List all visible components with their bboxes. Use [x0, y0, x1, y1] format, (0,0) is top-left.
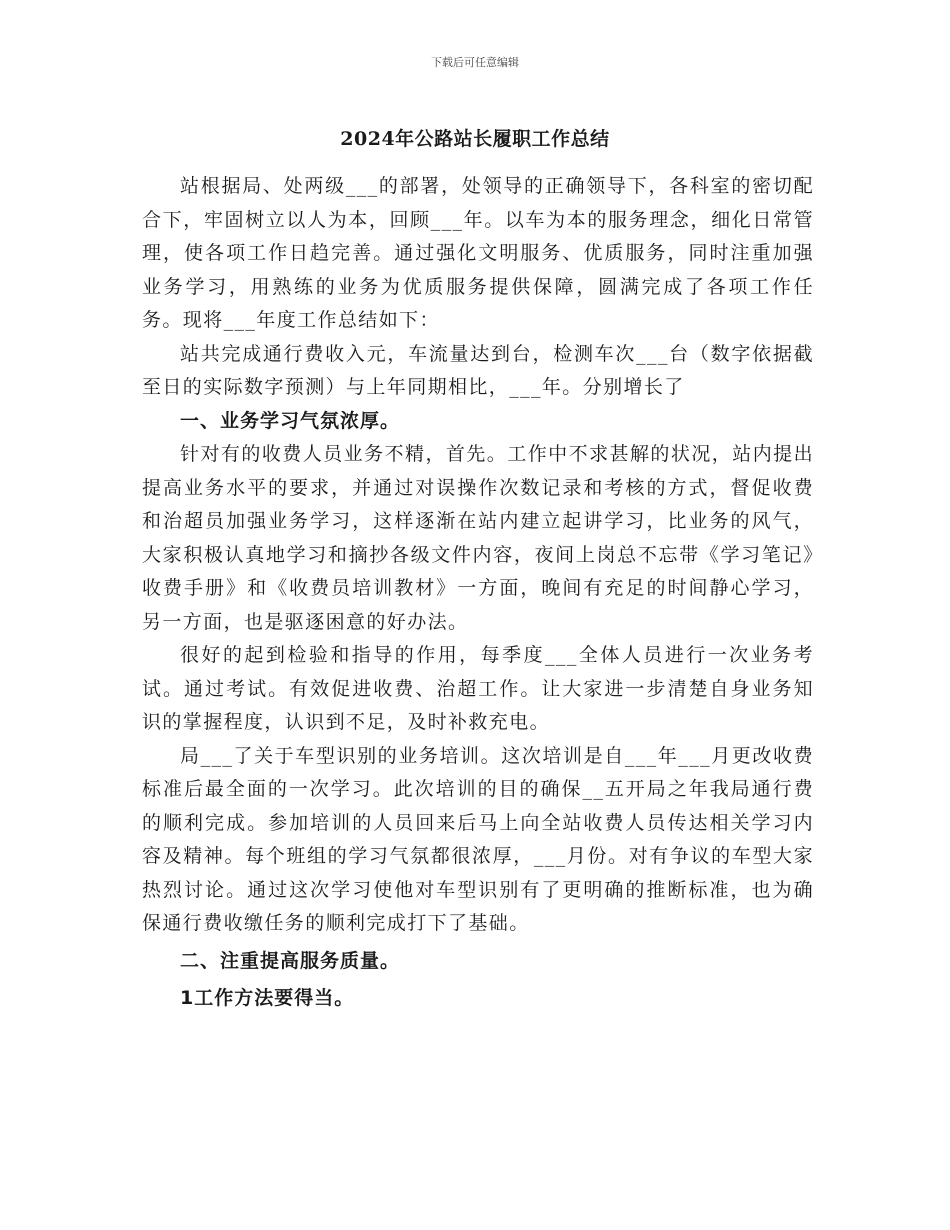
document-title: 2024年公路站长履职工作总结 [340, 128, 610, 150]
header-note: 下载后可任意编辑 [431, 56, 519, 69]
paragraph-exam: 很好的起到检验和指导的作用，每季度___全体人员进行一次业务考试。通过考试。有效促进收费、治超工作。让大家进一步清楚自身业务知识的掌握程度，认识到不足，及时补救充电。 [142, 644, 814, 733]
subsection-heading-1: 1工作方法要得当。 [180, 987, 355, 1009]
paragraph-study: 针对有的收费人员业务不精，首先。工作中不求甚解的状况，站内提出提高业务水平的要求，并通过对误操作次数记录和考核的方式，督促收费和治超员加强业务学习，这样逐渐在站内建立起讲学习，比业务的风气，大家积极认真地学习和摘抄各级文件内容，夜间上岗总不忘带《学习笔记》收费手册》和《收费员培训教材》一方面，晚间有充足的时间静心学习，另一方面，也是驱逐困意的好办法。 [142, 443, 814, 633]
document-body [142, 170, 814, 1016]
paragraph-summary: 站共完成通行费收入元，车流量达到台，检测车次___台（数字依据截至日的实际数字预测）与上年同期相比，___年。分别增长了 [142, 342, 814, 398]
paragraph-intro: 站根据局、处两级___的部署，处领导的正确领导下，各科室的密切配合下，牢固树立以人为本，回顾___年。以车为本的服务理念，细化日常管理，使各项工作日趋完善。通过强化文明服务、优质服务，同时注重加强业务学习，用熟练的业务为优质服务提供保障，圆满完成了各项工作任务。现将___年度工作总结如下： [142, 175, 814, 331]
section-heading-2: 二、注重提高服务质量。 [180, 949, 401, 972]
section-heading-1: 一、业务学习气氛浓厚。 [180, 409, 401, 432]
paragraph-training: 局___了关于车型识别的业务培训。这次培训是自___年___月更改收费标准后最全面的一次学习。此次培训的目的确保__五开局之年我局通行费的顺利完成。参加培训的人员回来后马上向全站收费人员传达相关学习内容及精神。每个班组的学习气氛都很浓厚，___月份。对有争议的车型大家热烈讨论。通过这次学习使他对车型识别有了更明确的推断标准，也为确保通行费收缴任务的顺利完成打下了基础。 [142, 744, 814, 934]
